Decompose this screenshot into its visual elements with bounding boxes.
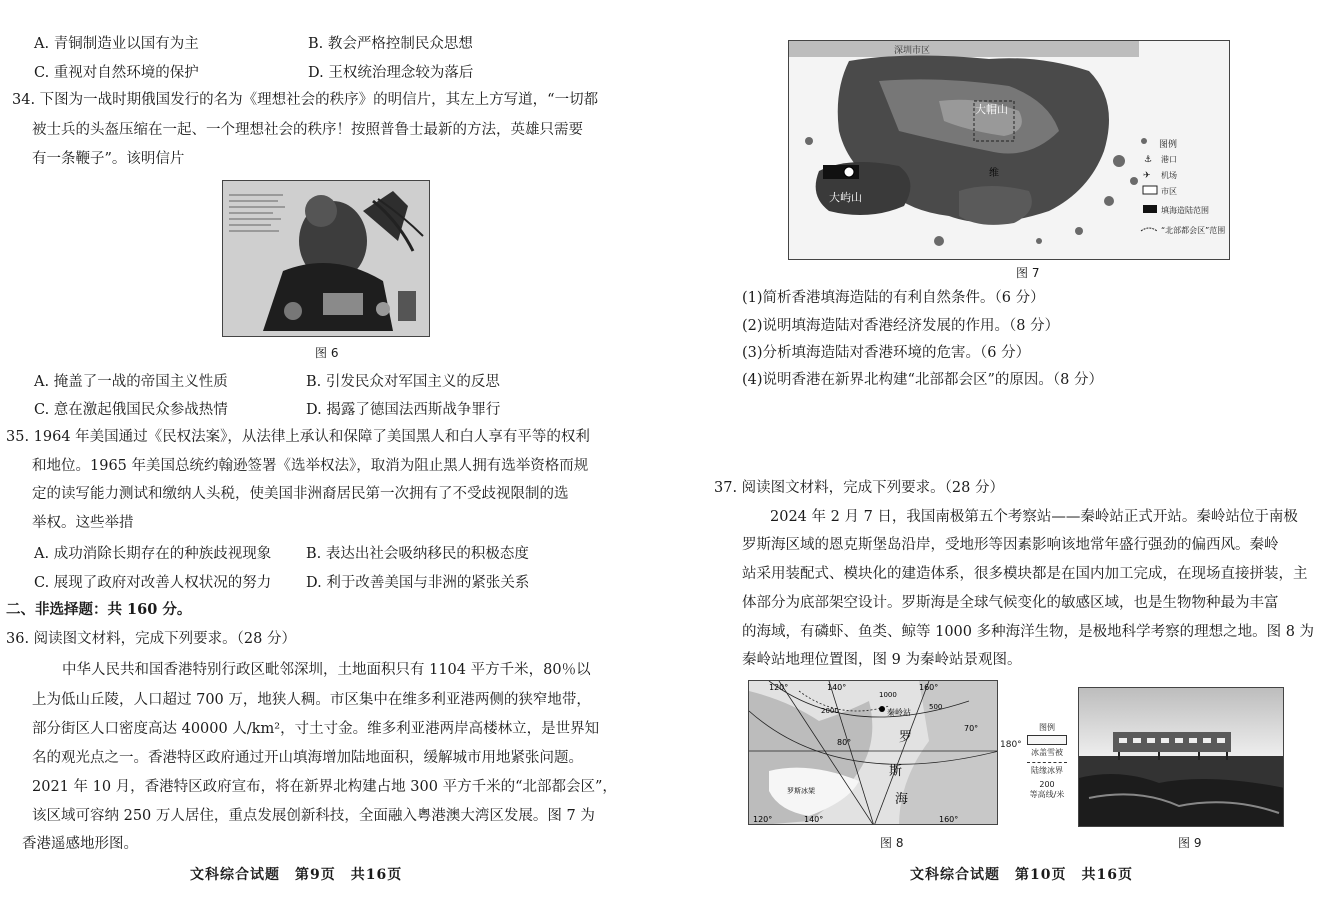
map-label-shenzhen: 深圳市区 bbox=[894, 46, 931, 56]
fig8-legend-contour-label: 等高线/米 bbox=[1029, 790, 1065, 799]
legend-airport-label: 机场 bbox=[1161, 171, 1177, 180]
section-title: 二、非选择题：共 160 分。 bbox=[6, 601, 192, 618]
figure-7-caption: 图 7 bbox=[1016, 266, 1040, 280]
right-footer: 文科综合试题 第10页 共16页 bbox=[910, 867, 1133, 883]
q36-line-5: 2021 年 10 月，香港特区政府宣布，将在新界北构建占地 300 平方千米的“北部都会区”， bbox=[32, 779, 617, 795]
fig8-contour-500: 500 bbox=[929, 703, 943, 711]
q34-option-b: B. 引发民众对军国主义的反思 bbox=[306, 374, 500, 390]
figure-9-station-photo bbox=[1078, 687, 1284, 827]
fig8-bottom-lon-160: 160° bbox=[939, 815, 959, 824]
fig8-top-lon-120: 120° bbox=[769, 683, 789, 692]
figure-6-caption: 图 6 bbox=[315, 346, 339, 360]
legend-metropolis-label: “北部都会区”范围 bbox=[1161, 226, 1226, 235]
legend-urban-label: 市区 bbox=[1161, 187, 1177, 196]
fig8-sea-char-1: 罗 bbox=[899, 730, 913, 745]
q37-heading: 37. 阅读图文材料，完成下列要求。（28 分） bbox=[714, 480, 1004, 496]
fig8-legend-boundary-swatch bbox=[1027, 762, 1067, 763]
figure-8-legend bbox=[1022, 722, 1072, 812]
figure-8-caption: 图 8 bbox=[880, 836, 904, 850]
q33-option-d: D. 王权统治理念较为落后 bbox=[308, 65, 474, 81]
q37-line-4: 体部分为底部架空设计。罗斯海是全球气候变化的敏感区域，也是生物物种最为丰富 bbox=[742, 595, 1279, 611]
left-page bbox=[0, 0, 650, 900]
q35-option-b: B. 表达出社会吸纳移民的积极态度 bbox=[306, 546, 529, 562]
q37-line-6: 秦岭站地理位置图，图 9 为秦岭站景观图。 bbox=[742, 652, 1022, 668]
q34-line-3: 有一条鞭子”。该明信片 bbox=[32, 151, 185, 167]
q36-subquestion-4: (4)说明香港在新界北构建“北部都会区”的原因。（8 分） bbox=[742, 372, 1103, 388]
fig8-legend-title: 图例 bbox=[1039, 723, 1055, 732]
fig8-bottom-lon-120: 120° bbox=[753, 815, 773, 824]
q37-line-5: 的海域，有磷虾、鱼类、鲸等 1000 多种海洋生物，是极地科学考察的理想之地。图 8 为 bbox=[742, 624, 1315, 640]
legend-reclamation-label: 填海造陆范围 bbox=[1161, 206, 1209, 215]
q36-line-7: 香港遥感地形图。 bbox=[22, 836, 138, 852]
q36-subquestion-2: (2)说明填海造陆对香港经济发展的作用。（8 分） bbox=[742, 318, 1060, 334]
figure-7-hong-kong-map bbox=[788, 40, 1230, 260]
q35-option-d: D. 利于改善美国与非洲的紧张关系 bbox=[306, 575, 530, 591]
q36-line-4: 名的观光点之一。香港特区政府通过开山填海增加陆地面积，缓解城市用地紧张问题。 bbox=[32, 750, 583, 766]
fig8-lat-70: 70° bbox=[964, 724, 979, 733]
q36-heading: 36. 阅读图文材料，完成下列要求。（28 分） bbox=[6, 631, 296, 647]
figure-8-ross-sea-map bbox=[748, 680, 998, 825]
fig8-ice-shelf-label: 罗斯冰架 bbox=[787, 787, 815, 795]
q35-line-4: 举权。这些举措 bbox=[32, 515, 134, 531]
legend-urban-swatch bbox=[1143, 186, 1157, 194]
q36-line-3: 部分街区人口密度高达 40000 人/km²，寸土寸金。维多利亚港两岸高楼林立，是世界知 bbox=[32, 721, 600, 737]
q35-option-a: A. 成功消除长期存在的种族歧视现象 bbox=[34, 546, 272, 562]
q35-line-1: 35. 1964 年美国通过《民权法案》，从法律上承认和保障了美国黑人和白人享有平等的权利 bbox=[6, 429, 590, 445]
legend-port-label: 港口 bbox=[1161, 155, 1177, 164]
fig8-sea-char-3: 海 bbox=[895, 792, 909, 807]
left-footer: 文科综合试题 第9页 共16页 bbox=[190, 867, 403, 883]
fig8-lat-80: 80° bbox=[837, 738, 852, 747]
legend-port-icon: ⚓ bbox=[1144, 155, 1153, 165]
legend-reclamation-swatch bbox=[1143, 205, 1157, 213]
fig8-legend-ice-label: 冰盖雪被 bbox=[1031, 748, 1063, 757]
q34-option-d: D. 揭露了德国法西斯战争罪行 bbox=[306, 402, 501, 418]
fig8-legend-ice-swatch bbox=[1027, 735, 1067, 745]
fig8-bottom-lon-140: 140° bbox=[804, 815, 824, 824]
q36-line-6: 该区域可容纳 250 万人居住，重点发展创新科技，全面融入粤港澳大湾区发展。图 7 为 bbox=[32, 808, 595, 824]
q35-line-2: 和地位。1965 年美国总统约翰逊签署《选举权法》，取消为阻止黑人拥有选举资格而规 bbox=[32, 458, 589, 474]
fig8-lon-180-label: 180° bbox=[1000, 740, 1022, 750]
q35-option-c: C. 展现了政府对改善人权状况的努力 bbox=[34, 575, 272, 591]
map-label-lantau: 大屿山 bbox=[829, 191, 862, 204]
fig8-contour-2000: 2000 bbox=[821, 707, 839, 715]
q36-line-2: 上为低山丘陵，人口超过 700 万，地狭人稠。市区集中在维多利亚港两侧的狭窄地带， bbox=[32, 692, 591, 708]
q36-subquestion-3: (3)分析填海造陆对香港环境的危害。（6 分） bbox=[742, 345, 1031, 361]
fig8-contour-1000: 1000 bbox=[879, 691, 897, 699]
fig8-station-label: 秦岭站 bbox=[887, 708, 911, 717]
fig8-legend-boundary-label: 陆缘冰界 bbox=[1031, 766, 1063, 775]
figure-6-postcard-image bbox=[222, 180, 430, 337]
q33-option-c: C. 重视对自然环境的保护 bbox=[34, 65, 199, 81]
q37-line-1: 2024 年 2 月 7 日，我国南极第五个考察站——秦岭站正式开站。秦岭站位于南极 bbox=[770, 509, 1298, 525]
q34-option-c: C. 意在激起俄国民众参战热情 bbox=[34, 402, 228, 418]
q37-line-3: 站采用装配式、模块化的建造体系，很多模块都是在国内加工完成，在现场直接拼装，主 bbox=[742, 566, 1308, 582]
map-label-tai-mo-shan: 大帽山 bbox=[975, 103, 1008, 116]
q34-line-1: 34. 下图为一战时期俄国发行的名为《理想社会的秩序》的明信片，其左上方写道，“一切都 bbox=[12, 92, 599, 108]
q34-option-a: A. 掩盖了一战的帝国主义性质 bbox=[34, 374, 228, 390]
q37-line-2: 罗斯海区域的恩克斯堡岛沿岸，受地形等因素影响该地常年盛行强劲的偏西风。秦岭 bbox=[742, 537, 1279, 553]
legend-airport-icon: ✈ bbox=[1143, 171, 1151, 181]
q34-line-2: 被士兵的头盔压缩在一起、一个理想社会的秩序！按照普鲁士最新的方法，英雄只需要 bbox=[32, 122, 583, 138]
q33-option-b: B. 教会严格控制民众思想 bbox=[308, 36, 473, 52]
q36-subquestion-1: (1)简析香港填海造陆的有利自然条件。（6 分） bbox=[742, 290, 1045, 306]
figure-9-caption: 图 9 bbox=[1178, 836, 1202, 850]
fig8-sea-char-2: 斯 bbox=[889, 764, 903, 779]
right-page bbox=[700, 0, 1339, 900]
figure-7-legend-title: 图例 bbox=[1159, 140, 1178, 150]
q36-line-1: 中华人民共和国香港特别行政区毗邻深圳，土地面积只有 1104 平方千米，80％以 bbox=[62, 662, 591, 678]
q33-option-a: A. 青铜制造业以国有为主 bbox=[34, 36, 199, 52]
fig8-legend-contour-value: 200 bbox=[1039, 780, 1055, 789]
q35-line-3: 定的读写能力测试和缴纳人头税，使美国非洲裔居民第一次拥有了不受歧视限制的选 bbox=[32, 486, 569, 502]
fig8-top-lon-140: 140° bbox=[827, 683, 847, 692]
fig8-top-lon-160: 160° bbox=[919, 683, 939, 692]
map-label-harbor: 维 bbox=[989, 168, 999, 179]
